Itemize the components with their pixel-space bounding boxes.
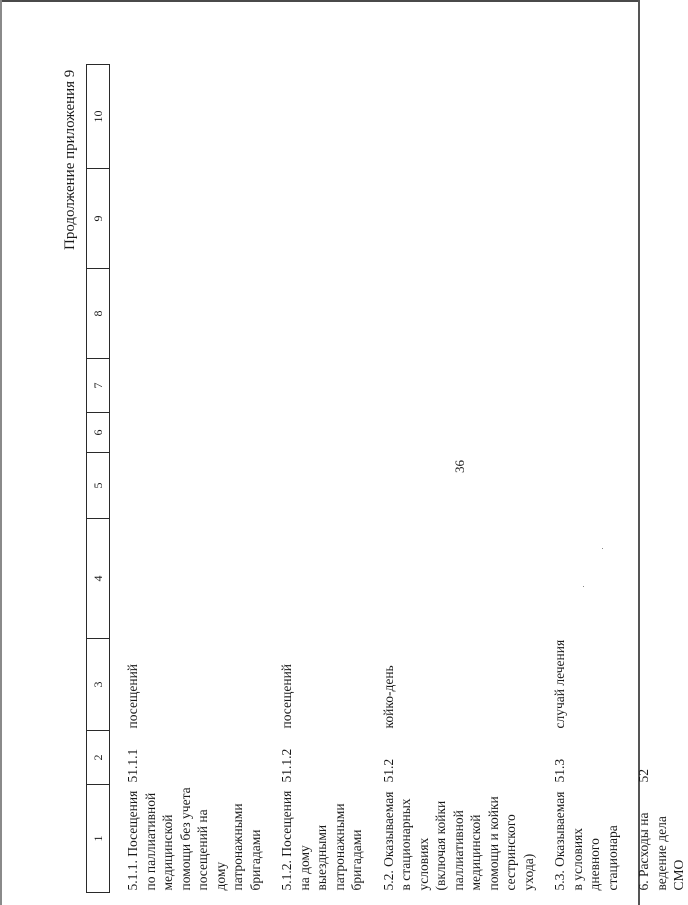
row-name-text: 5.2. Оказываемая в стационарных условиях (включая койки паллиативной медицинской помощи и койки сестринского ухода) (380, 791, 536, 891)
row-name-cell (366, 785, 538, 893)
empty-cell (621, 359, 688, 413)
column-number: 6 (87, 413, 110, 453)
row-code-cell (537, 731, 621, 785)
column-number: 7 (87, 359, 110, 413)
empty-cell (110, 269, 265, 359)
row-name-cell (110, 785, 265, 893)
table-container (86, 64, 688, 893)
appendix-continuation-note: Продолжение приложения 9 (62, 69, 78, 250)
empty-cell (110, 169, 265, 269)
row-code-cell (621, 731, 688, 785)
empty-cell (537, 359, 621, 413)
row-code-text: 51.1.1 (125, 748, 140, 783)
column-number-header-row (87, 65, 110, 893)
row-unit-text: посещений (125, 663, 140, 729)
row-name-text: 5.3. Оказываемая в условиях дневного стационара (552, 791, 620, 891)
empty-cell (621, 169, 688, 269)
empty-cell (264, 359, 366, 413)
row-name-cell (537, 785, 621, 893)
empty-cell (366, 413, 538, 453)
empty-cell (621, 269, 688, 359)
table-row (537, 65, 621, 893)
row-unit-text: случай лечения (552, 639, 567, 729)
empty-cell (366, 359, 538, 413)
empty-cell (537, 413, 621, 453)
row-code-text: 51.1.2 (279, 748, 294, 783)
data-table (86, 64, 688, 893)
row-unit-cell (110, 639, 265, 731)
row-name-text: 5.1.2. Посещения на дому выездными патронажными бригадами (279, 790, 364, 891)
empty-cell (110, 519, 265, 639)
column-number: 4 (87, 519, 110, 639)
empty-cell (366, 169, 538, 269)
row-code-text: 51.3 (552, 758, 567, 783)
row-code-text: 52 (636, 769, 651, 783)
row-name-cell (621, 785, 688, 893)
empty-cell (110, 359, 265, 413)
table-row (621, 65, 688, 893)
empty-cell (621, 65, 688, 169)
column-number: 9 (87, 169, 110, 269)
column-number: 10 (87, 65, 110, 169)
row-unit-cell (621, 639, 688, 731)
row-code-text: 51.2 (380, 758, 396, 783)
empty-cell (110, 453, 265, 519)
column-number: 8 (87, 269, 110, 359)
row-code-cell (366, 731, 538, 785)
row-name-text: 6. Расходы на ведение дела СМО (636, 812, 686, 891)
row-code-cell (110, 731, 265, 785)
column-number: 1 (87, 785, 110, 893)
table-row (366, 65, 538, 893)
empty-cell (537, 65, 621, 169)
empty-cell (366, 453, 538, 519)
row-unit-cell (264, 639, 366, 731)
empty-cell (621, 519, 688, 639)
empty-cell (537, 519, 621, 639)
table-body (110, 65, 688, 893)
empty-cell (621, 453, 688, 519)
table-row (110, 65, 265, 893)
row-name-cell (264, 785, 366, 893)
empty-cell (264, 65, 366, 169)
page-number: 36 (452, 460, 467, 473)
row-unit-text: посещений (279, 663, 294, 729)
row-unit-cell (537, 639, 621, 731)
empty-cell (366, 269, 538, 359)
empty-cell (621, 413, 688, 453)
empty-cell (110, 65, 265, 169)
row-unit-text (621, 639, 635, 731)
column-number: 5 (87, 453, 110, 519)
row-unit-text: койко-день (380, 665, 396, 729)
empty-cell (537, 269, 621, 359)
row-name-text: 5.1.1. Посещения по паллиативной медицинской помощи без учета посещений на дому патронажными бригадами (125, 787, 263, 891)
empty-cell (264, 269, 366, 359)
empty-cell (537, 169, 621, 269)
scan-speck (602, 548, 603, 549)
empty-cell (110, 413, 265, 453)
table-row (264, 65, 366, 893)
column-number: 2 (87, 731, 110, 785)
row-code-cell (264, 731, 366, 785)
column-number: 3 (87, 639, 110, 731)
empty-cell (264, 519, 366, 639)
scan-speck (583, 586, 584, 587)
empty-cell (264, 413, 366, 453)
empty-cell (264, 169, 366, 269)
empty-cell (537, 453, 621, 519)
empty-cell (366, 65, 538, 169)
empty-cell (264, 453, 366, 519)
row-unit-cell (366, 639, 538, 731)
empty-cell (366, 519, 538, 639)
